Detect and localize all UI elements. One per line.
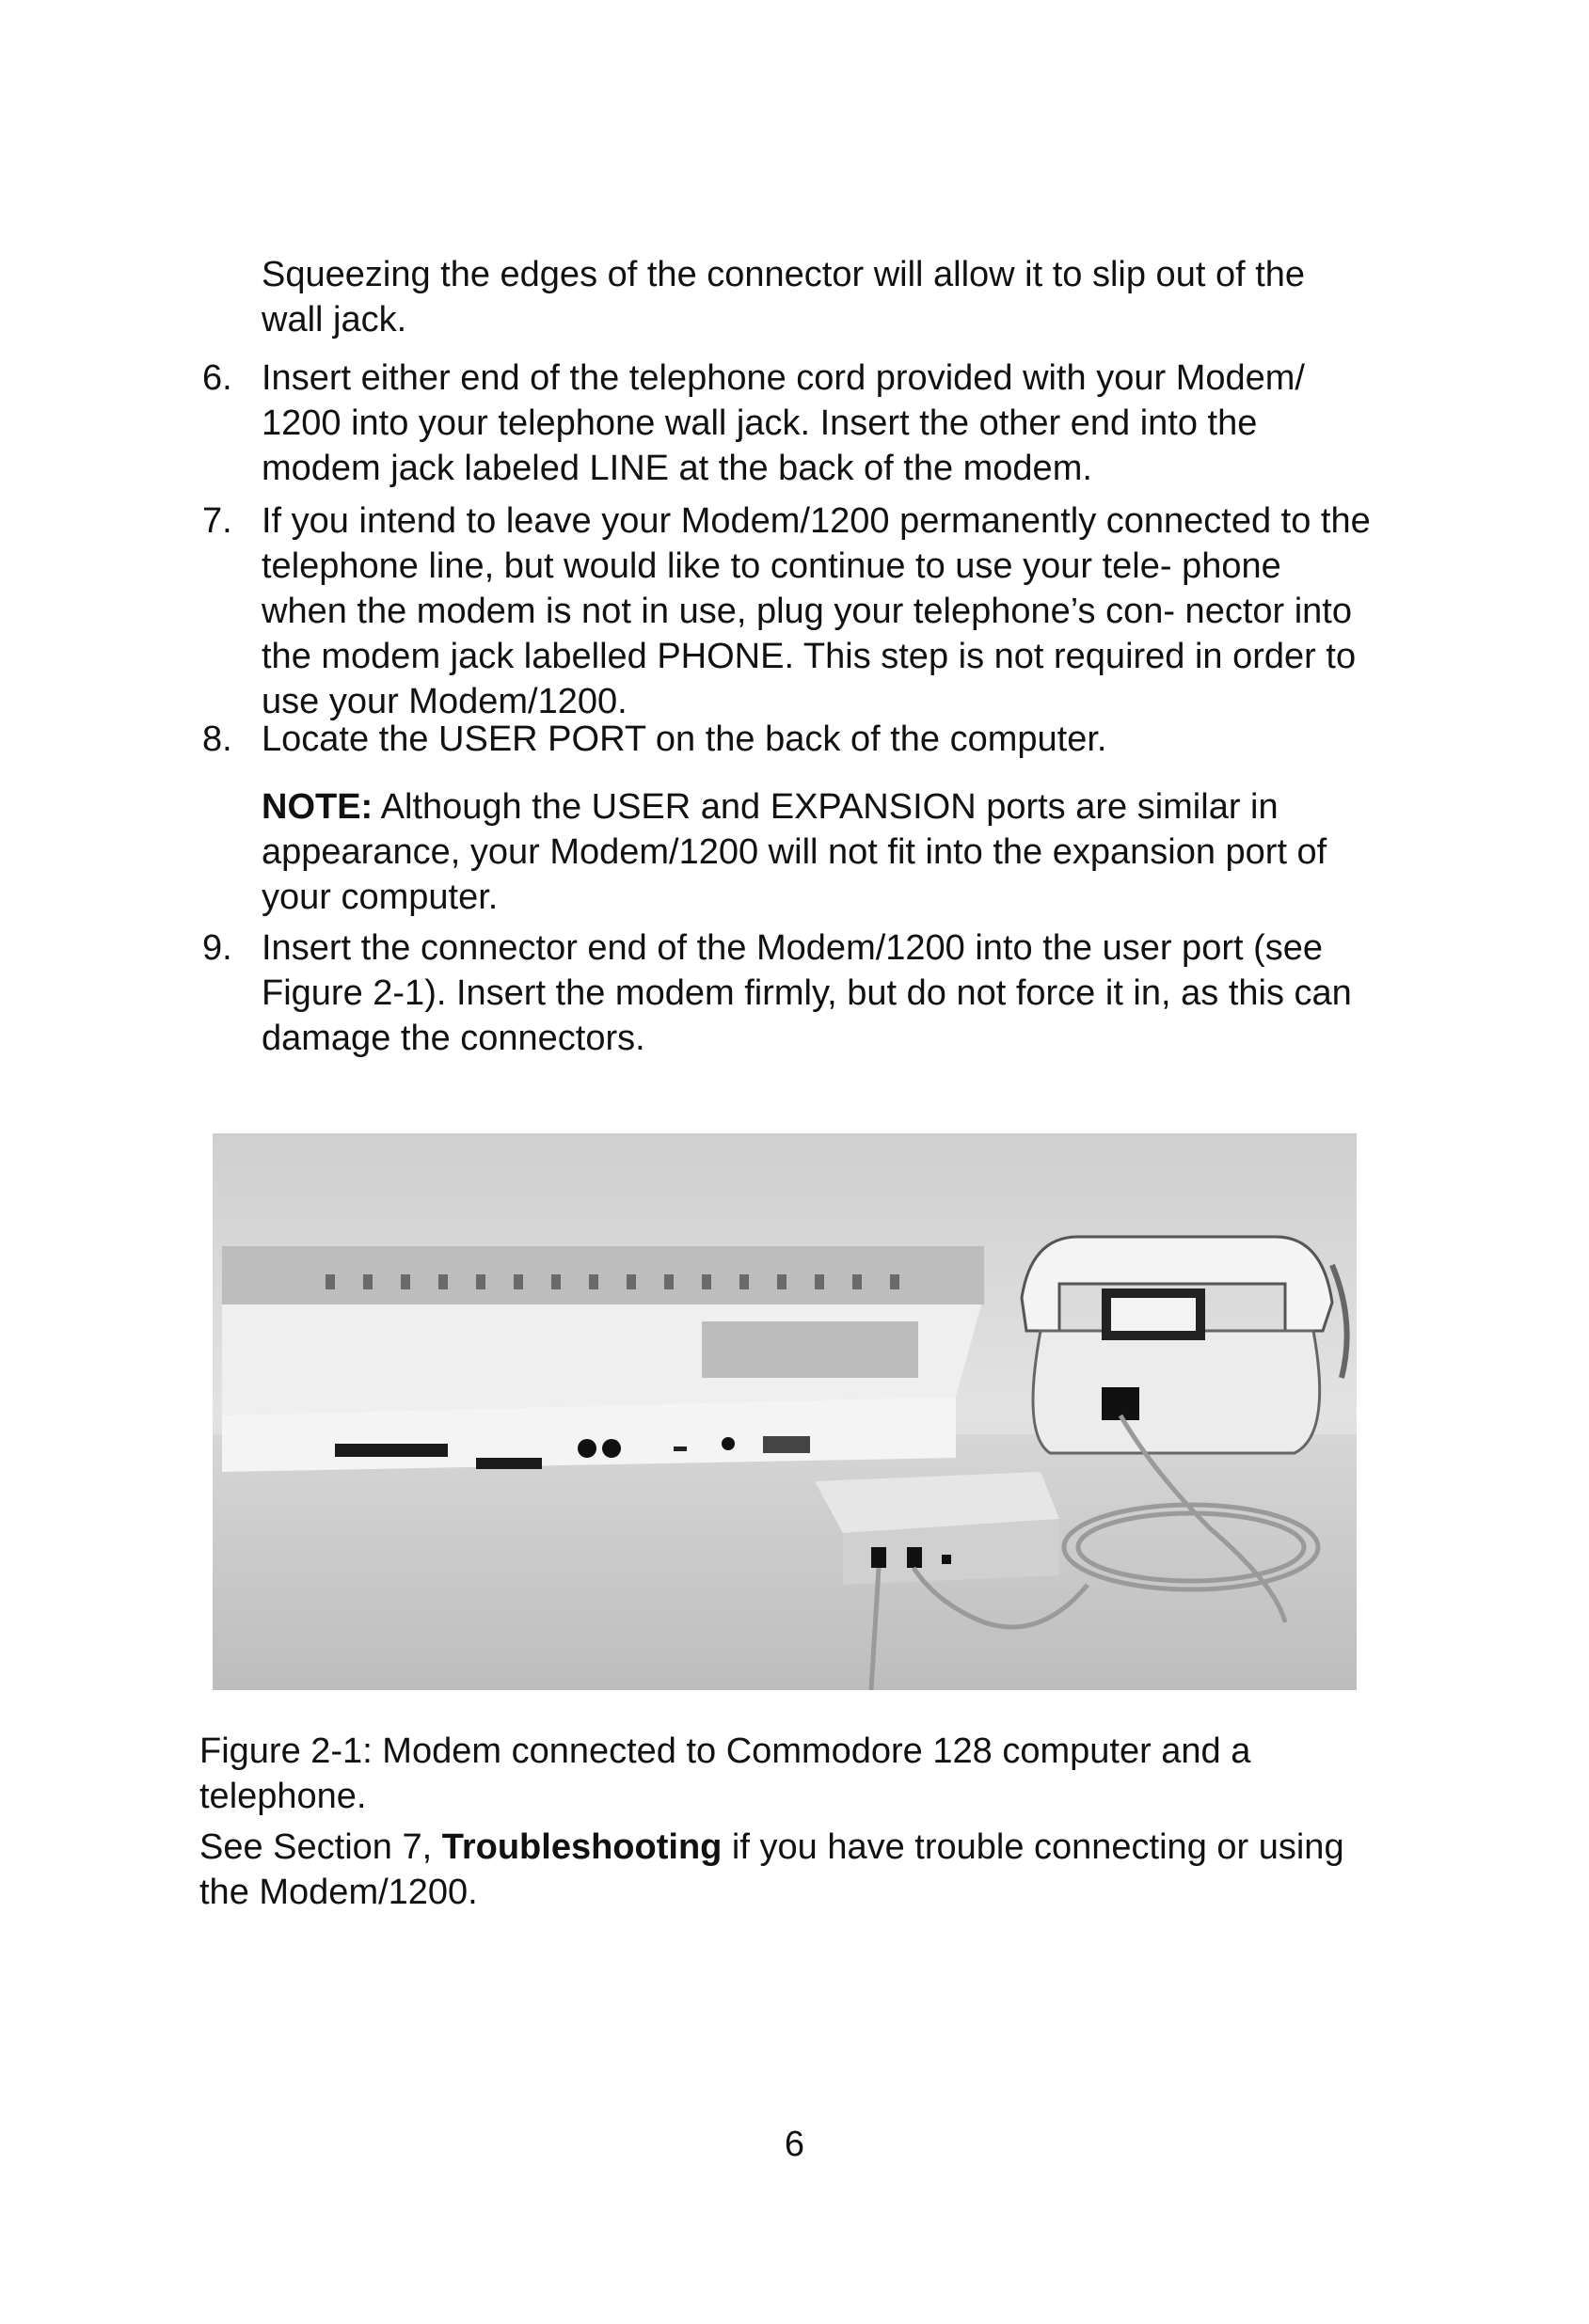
note-text: Although the USER and EXPANSION ports are similar in appearance, your Modem/1200 will not fit into the expansion port of your computer.: [262, 787, 1327, 917]
step-text: Insert the connector end of the Modem/1200 into the user port (see Figure 2-1). Insert the modem firmly, but do not force it in, as this can damage the connectors.: [262, 928, 1352, 1058]
troubleshooting-link-text: Troubleshooting: [441, 1827, 723, 1867]
telephone-illustration: [1022, 1237, 1347, 1453]
step-number: 8.: [202, 719, 232, 759]
step-number: 7.: [202, 501, 232, 541]
see-also-paragraph: [199, 1825, 1366, 1915]
note-paragraph: [262, 784, 1372, 920]
computer-illustration: [222, 1246, 984, 1472]
figure-caption: Figure 2-1: Modem connected to Commodore 128 computer and a telephone.: [199, 1731, 1251, 1816]
figure-photo: [213, 1133, 1357, 1690]
modem-illustration: [815, 1472, 1059, 1585]
step-text: If you intend to leave your Modem/1200 permanently connected to the telephone line, but would like to continue to use your tele- phone when the modem is not in use, plug your telephone’s con- nector into the modem jack labelled PHONE. This step is not required in order to use your Modem/1200.: [262, 501, 1371, 721]
see-also-after: if you have trouble connecting or using the Modem/1200.: [199, 1827, 1344, 1912]
page-number: 6: [784, 2125, 805, 2164]
step-number: 9.: [202, 928, 232, 968]
step-number: 6.: [202, 358, 232, 398]
see-also-before: See Section 7,: [199, 1827, 442, 1867]
step-text: Insert either end of the telephone cord provided with your Modem/ 1200 into your telephone wall jack. Insert the other end into the modem jack labeled LINE at the back of the modem.: [262, 358, 1305, 488]
intro-paragraph: Squeezing the edges of the connector will allow it to slip out of the wall jack.: [262, 255, 1306, 340]
note-label: NOTE:: [262, 787, 373, 827]
step-text: Locate the USER PORT on the back of the computer.: [262, 719, 1107, 759]
